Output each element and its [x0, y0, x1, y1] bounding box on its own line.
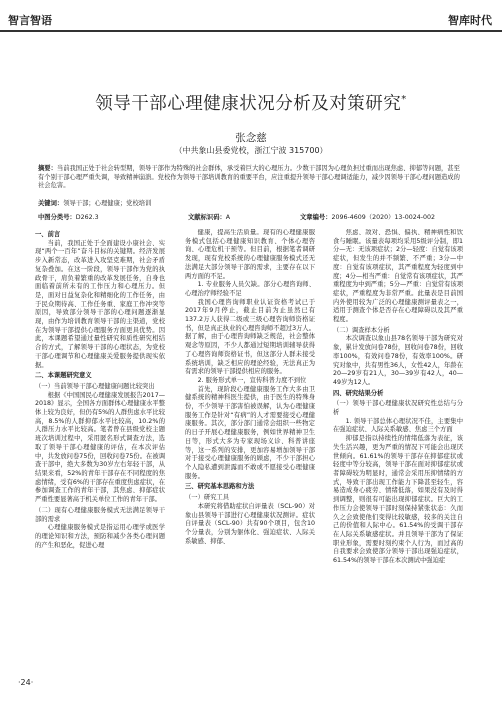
article-number: 文章编号：2096-4609（2020）13-0024-002: [300, 214, 436, 221]
clc-number: 中图分类号：D262.3: [38, 214, 99, 221]
paragraph: 抑郁是指以持续性的情绪低落为表征，该失生活兴趣，更为严重的情况下可能会出现厌世倾向。61.61%的领导干部存在抑郁症状或轻度中等分较高，领导干部在面对抑郁症状或者障碍较为明显时，通常会采用压抑情绪的方式，导致干部出现工作能力下降甚至轻生，容易造成身心疲劳、情绪低落，如果没有及时得到调整，则很有可能出现抑郁症状。巨大的工作压力会使领导干部时刻保持紧张状态：久而久之会致使他们变得比较敏感，较多的关注自己的价值和人际中心。61.54%的受调干部存在人际关系敏感症状。并且领导干部为了保证职业形象，需要时刻约束个人行为，而过高的自我要求会致使部分领导干部出现强迫症状，61.54%的领导干部在本次测试中强迫症: [333, 435, 463, 565]
abstract: [38, 165, 464, 191]
section-heading: 三、研究基本思路和方法: [185, 483, 255, 491]
section-heading: （一）研究工具: [185, 494, 230, 502]
section-heading: 二、本课题研究意义: [35, 372, 92, 380]
keywords-text: 领导干部；心理健康；党校培训: [63, 200, 152, 207]
article-title: [0, 90, 502, 115]
running-header: [0, 9, 502, 31]
paragraph: 本次调查以象山县78名领导干部为研究对象，累计发放问卷78份，回收问卷78份，回收率100%，有效问卷78份，有效率100%。研究对象中，共有男性36人，女性42人，年龄在20—29岁有21人，30—39岁有42人，40—49岁为12人。: [333, 335, 463, 386]
body-column-2: [185, 229, 315, 669]
paragraph: 1. 专业服务人员欠缺。部分心理咨询师、心理治疗师经验不足: [185, 281, 315, 297]
title-footnote-mark: *: [401, 94, 407, 106]
section-heading: 一、前言: [35, 231, 61, 238]
paragraph: 当前，我国正处于全面建设小康社会、实现“两个一百年”奋斗目标的关键期。经济发展步入新常态，改革进入攻坚克难期，社会矛盾复杂叠加。在这一阶段，领导干部作为党的执政骨干，肩负着繁重的改革发展任务，自身也面临着前所未有的工作压力和心理压力。但是，面对日益复杂化和精细化的工作任务，由于民众期待高、工作任务重、家庭工作冲突等原因，导致部分领导干部的心理问题逐渐显现，由作为培训教育领导干部的主渠道，党校在为领导干部提供心理服务方面更具优势。因此，本课题希望通过量性研究和质性研究相结合的方式，了解领导干部的心理状态，为党校干部心理调节和心理健康关爱服务提供现实依据。: [35, 239, 165, 369]
paragraph: 根据《中国国民心理健康发展报告2017—2018》显示，全国各方面群体心理健康水平整体上较为良好，但仍有5%的人群焦虑水平比较高，8.5%的人群抑郁水平比较高，10.2%的人群压力水平比较高。笔者曾在县级党校主题班次培训过程中，采用匿名形式调查方法，选取了领导干部心理健康的评估，在本次评估中，共发放问卷75份，回收问卷75份。在被调查干部中，绝大多数为30岁左右年轻干部，从结果来看，52%的青年干部存在不同程度的焦虑情绪，受有6%的干部存在重度焦虑症状，在参加调查工作的青年干部，其焦虑、抑郁症状严重性要显著高于机关单位工作的青年干部。: [35, 391, 165, 504]
paragraph: 健康，提高生活质量。现有的心理健康服务模式包括心理健康知识教育、个体心理咨询、心理危机干预等。但目前，根据笔者调研发现，现有党校系统的心理健康服务模式还无法满足大部分领导干部的需求，主要存在以下两方面的不足。: [185, 229, 315, 280]
document-code: 文献标识码：A: [188, 214, 231, 221]
article-title-text: 领导干部心理健康状况分析及对策研究: [95, 94, 402, 114]
body-column-3: [333, 229, 463, 669]
paragraph: 本研究将借助症状自评量表（SCL-90）对象山县领导干部进行心理健康状况测评。症状自评量表（SCL-90）共有90个项目，包含10个分量表，分别为躯体化、强迫症状、人际关系敏感、抑郁、: [185, 502, 315, 545]
section-heading: （二）调查样本分析: [333, 326, 390, 334]
keywords: [38, 200, 464, 209]
author-affiliation: （中共象山县委党校，浙江宁波 315700）: [174, 146, 328, 155]
abstract-text: 当前我国正处于社会转型期，领导干部作为特殊的社会群体，承受着巨大的心理压力。少数干部因为心理负担过重而出现焦虑、抑郁等问题，甚至有个别干部心理严重失调，导致精神崩溃。党校作为领导干部培训教育的重要平台，应注重提升领导干部心理调适能力，减少因领导干部心理问题造成的社会危害。: [38, 165, 460, 190]
section-heading: （一）当前领导干部心理健康问题比较突出: [35, 382, 155, 390]
article-author: 张念慈: [235, 132, 267, 144]
keywords-label: 关键词：: [38, 200, 64, 207]
header-column-name: 智言智语: [8, 14, 52, 27]
body-column-1: [35, 229, 165, 669]
paragraph: 焦虑、敌对、恐惧、偏执、精神病性和饮食与睡眠。该量表每项均采用5级评分制，即1分—无：无该项症状；2分—轻度：自觉有该项症状，但发生的并不频繁、不严重；3分—中度：自觉有该项症状，其严重程度为轻度到中度；4分—相当严重：自觉常有该项症状，其严重程度为中到严重；5分—严重：自觉常有该项症状，严重程度为非常严重。此量表是目前国内外使用较为广泛的心理健康测评量表之一，适用于测查个体是否存在心理障碍以及其严重程度。: [333, 229, 463, 324]
paragraph: 首先，现阶段心理健康服务工作大多由卫健系统的精神科医生提供，由于医生的特殊身份，不少领导干部害怕被误解，认为心理健康服务工作是针对“有病”的人才需要接受心理健康服务。其次，部分部门通常会组织一些物定的日子开展心理健康服务，例如世界精神卫生日等，形式大多为专家现场义诊、科普讲座等，这一系列的安排，更加容易增加领导干部对于接受心理健康服务的顾虑，不少干部担心个人隐私遭到泄露而不敢或不愿接受心理健康服务。: [185, 385, 315, 480]
header-journal-name: 智库时代: [448, 14, 492, 27]
paragraph: 2. 服务形式单一，宣传科普力度不到位: [197, 376, 307, 384]
section-heading: （一）领导干部心理健康状况研究性总结与分析: [333, 400, 463, 417]
paragraph: 1. 领导干部总体心理状况不佳，主要集中在强迫症状、人际关系敏感、焦虑三个方面: [333, 417, 463, 434]
paragraph: 我国心理咨询师职业认证资格考试已于2017年9月停止，截止目前为止虽然已有137.2万人获得二级或三级心理咨询师资格证书，但是真正执业的心理咨询师不超过3万人。据了解，由于心理咨询师缺乏规范，社会整体观念等原因，不少人都通过短期培训辅导获得了心理咨询师资格证书，但这部分人群未接受系统培训，缺乏相应的理论经验，无法真正为有需求的领导干部提供相应的服务。: [185, 298, 315, 376]
abstract-label: 摘要：: [38, 165, 57, 172]
page-number: ·24·: [18, 678, 34, 687]
section-heading: 四、研究结果分析: [333, 389, 384, 397]
section-heading: （二）现有心理健康服务模式无法满足领导干部的需求: [35, 506, 165, 523]
paragraph: 心理健康服务模式是指运用心理学或医学的理论知识和方法，预防和减少各类心理问题的产生和恶化，促进心理: [35, 524, 165, 549]
header-rule: [0, 30, 502, 32]
